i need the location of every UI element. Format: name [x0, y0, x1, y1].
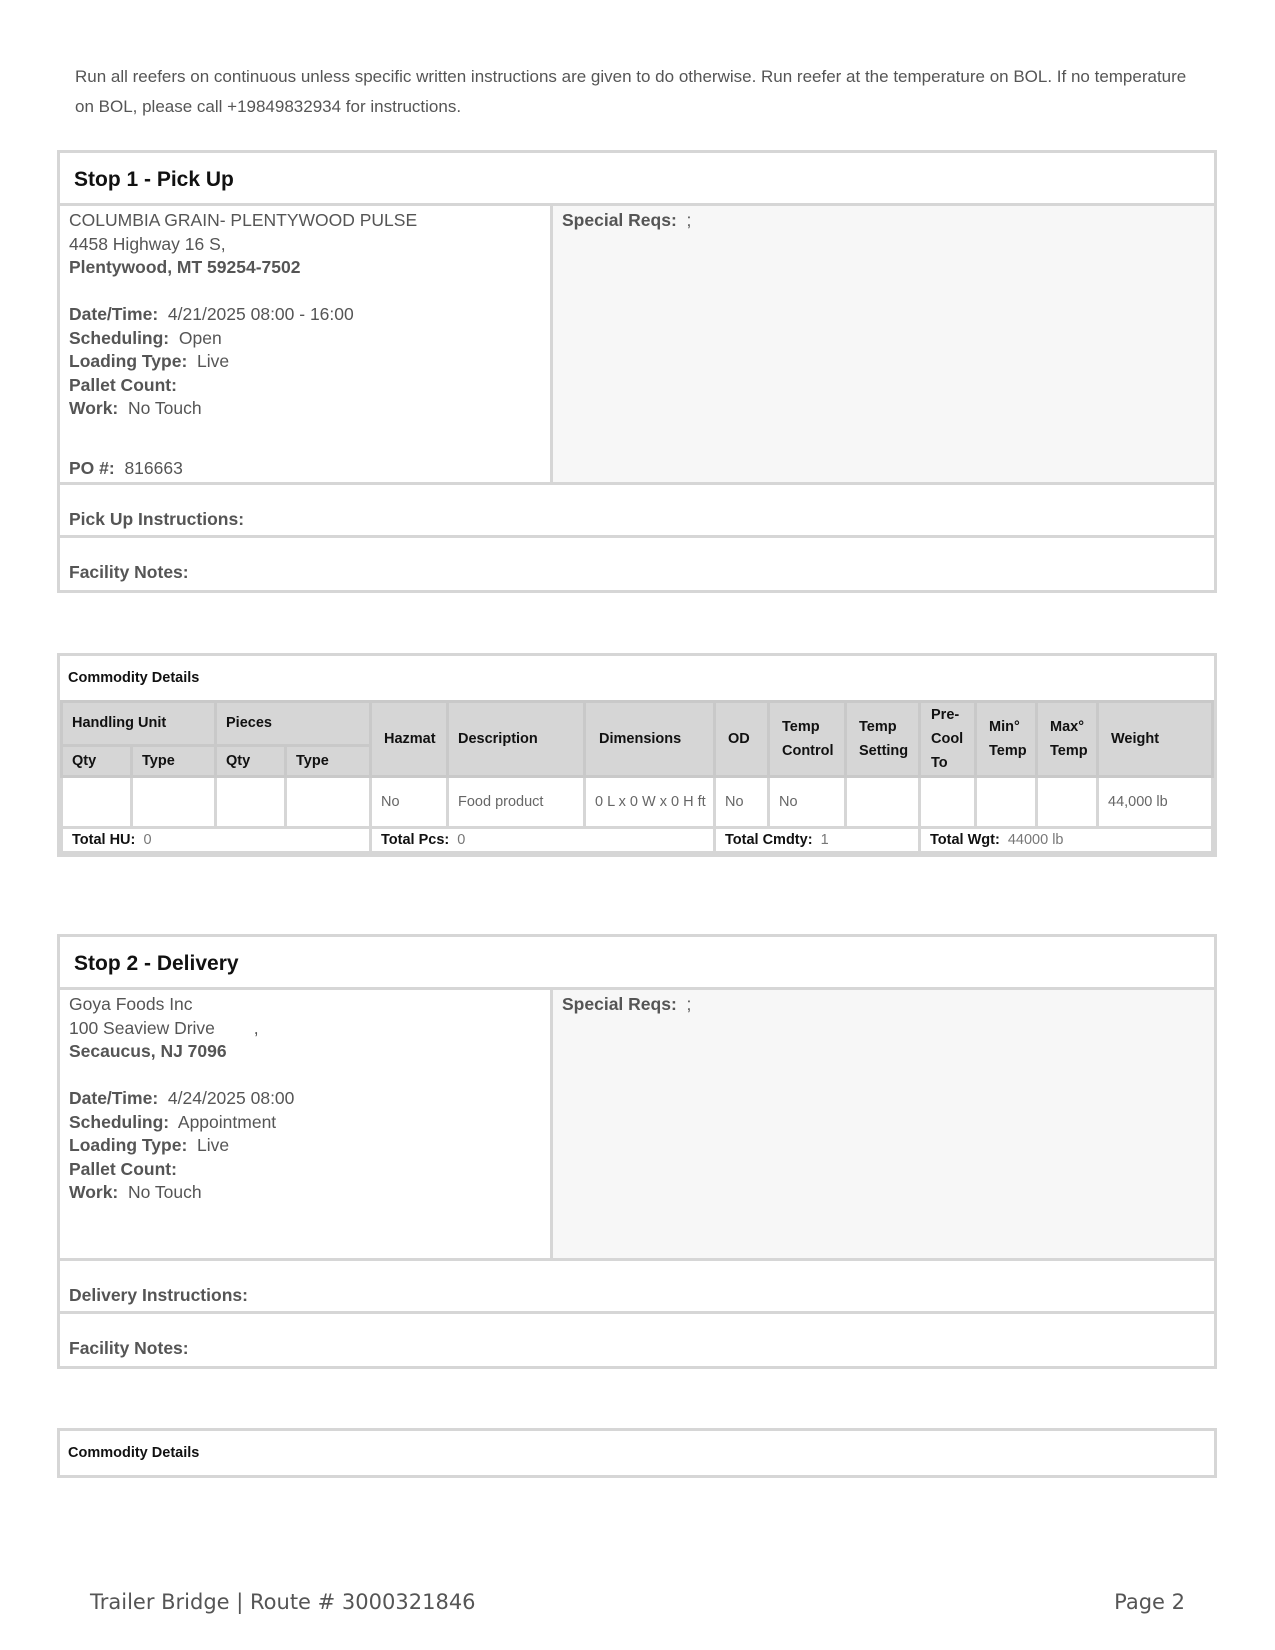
commodity-details-2 [57, 1428, 1217, 1478]
totals-row [62, 828, 1213, 853]
stop-1-street: 4458 Highway 16 S, [69, 233, 226, 254]
cell-temp-control: No [769, 777, 846, 828]
table-row [62, 777, 1213, 828]
stop-2-city: Secaucus, NJ 7096 [69, 1041, 227, 1061]
cell-pc-qty [216, 777, 286, 828]
stop-2-facility-notes: Facility Notes: [69, 1338, 189, 1358]
stop-2-card [57, 934, 1217, 1369]
stop-1-title: Stop 1 - Pick Up [60, 153, 1214, 206]
cell-dimensions: 0 L x 0 W x 0 H ft [585, 777, 715, 828]
stop-1-address-block [60, 206, 553, 482]
total-pcs: Total Pcs: 0 [371, 828, 715, 853]
commodity-details-2-title: Commodity Details [68, 1445, 200, 1461]
cell-hu-qty [62, 777, 132, 828]
col-pre-cool: Pre-Cool To [920, 702, 976, 777]
col-od: OD [715, 702, 769, 777]
cell-pc-type [286, 777, 371, 828]
cell-hazmat: No [371, 777, 448, 828]
stop-2-loading-type: Loading Type: Live [69, 1135, 230, 1155]
stop-2-work: Work: No Touch [69, 1182, 202, 1202]
commodity-details-1 [57, 653, 1217, 857]
stop-2-body [60, 990, 1214, 1261]
cell-hu-type [132, 777, 216, 828]
col-hu-type: Type [132, 745, 216, 776]
stop-1-pickup-instructions: Pick Up Instructions: [60, 485, 1214, 538]
col-handling-unit: Handling Unit [62, 702, 216, 746]
page-footer [90, 1590, 1185, 1614]
col-pc-type: Type [286, 745, 371, 776]
cell-max-temp [1037, 777, 1098, 828]
stop-1-loading-type: Loading Type: Live [69, 351, 230, 371]
stop-2-scheduling: Scheduling: Appointment [69, 1111, 277, 1132]
stop-2-facility-name: Goya Foods Inc [69, 994, 193, 1014]
col-temp-setting: Temp Setting [846, 702, 920, 777]
reefer-notice: Run all reefers on continuous unless specific written instructions are given to do otherwise. Run reefer at the temperature on BOL. If no temperature on BOL, please call +19849832934 for instructions. [75, 67, 1187, 116]
col-weight: Weight [1098, 702, 1213, 777]
stop-2-special-reqs: Special Reqs: ; [553, 990, 1214, 1258]
col-temp-control: Temp Control [769, 702, 846, 777]
commodity-table [60, 700, 1214, 854]
stop-2-date-time: Date/Time: 4/24/2025 08:00 [69, 1088, 295, 1108]
stop-2-pallet-count: Pallet Count: [69, 1158, 177, 1179]
commodity-details-1-title: Commodity Details [68, 670, 200, 686]
col-dimensions: Dimensions [585, 702, 715, 777]
cell-od: No [715, 777, 769, 828]
total-wgt: Total Wgt: 44000 lb [920, 828, 1213, 853]
col-max-temp: Max° Temp [1037, 702, 1098, 777]
stop-1-pallet-count: Pallet Count: [69, 374, 177, 395]
stop-2-address-block [60, 990, 553, 1258]
col-hazmat: Hazmat [371, 702, 448, 777]
stop-1-city: Plentywood, MT 59254-7502 [69, 257, 301, 277]
cell-min-temp [976, 777, 1037, 828]
col-pieces: Pieces [216, 702, 371, 746]
cell-weight: 44,000 lb [1098, 777, 1213, 828]
stop-1-facility-notes: Facility Notes: [69, 562, 189, 582]
stop-1-work: Work: No Touch [69, 398, 202, 418]
stop-1-facility-name: COLUMBIA GRAIN- PLENTYWOOD PULSE [69, 210, 418, 230]
stop-1-card [57, 150, 1217, 593]
col-min-temp: Min° Temp [976, 702, 1037, 777]
cell-temp-setting [846, 777, 920, 828]
commodity-header-row-1 [62, 702, 1213, 746]
stop-1-po-number: PO #: 816663 [69, 458, 183, 478]
stop-1-scheduling: Scheduling: Open [69, 327, 222, 348]
stop-2-delivery-instructions: Delivery Instructions: [60, 1261, 1214, 1314]
footer-route: Trailer Bridge | Route # 3000321846 [90, 1590, 476, 1614]
col-pc-qty: Qty [216, 745, 286, 776]
stop-1-date-time: Date/Time: 4/21/2025 08:00 - 16:00 [69, 304, 354, 324]
stop-1-special-reqs: Special Reqs: ; [553, 206, 1214, 482]
total-hu: Total HU: 0 [62, 828, 371, 853]
total-cmdty: Total Cmdty: 1 [715, 828, 920, 853]
page-number: Page 2 [1114, 1590, 1185, 1614]
col-hu-qty: Qty [62, 745, 132, 776]
stop-1-body [60, 206, 1214, 485]
stop-2-title: Stop 2 - Delivery [60, 937, 1214, 990]
stop-2-street: 100 Seaview Drive , [69, 1017, 259, 1038]
cell-description: Food product [448, 777, 585, 828]
cell-pre-cool [920, 777, 976, 828]
col-description: Description [448, 702, 585, 777]
